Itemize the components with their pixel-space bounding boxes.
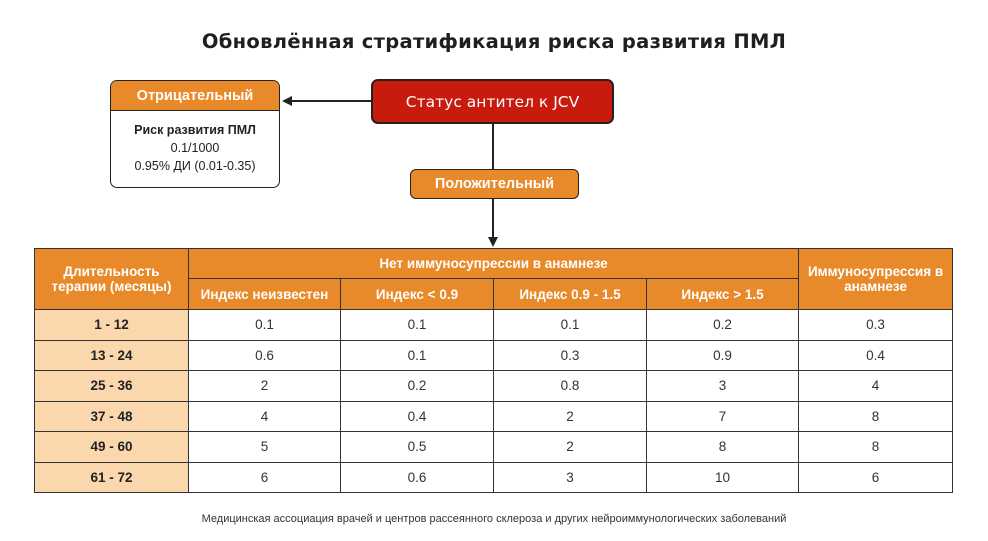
value-cell: 0.5 xyxy=(341,432,494,463)
value-cell: 2 xyxy=(494,401,647,432)
negative-ci: 0.95% ДИ (0.01-0.35) xyxy=(134,159,256,173)
jcv-status-box: Статус антител к JCV xyxy=(371,79,614,124)
value-cell: 0.1 xyxy=(189,310,341,341)
value-cell: 8 xyxy=(647,432,799,463)
positive-result-box: Положительный xyxy=(410,169,579,199)
value-cell: 6 xyxy=(189,462,341,493)
value-cell: 0.4 xyxy=(799,340,953,371)
value-cell: 3 xyxy=(647,371,799,402)
table-row xyxy=(35,340,953,371)
period-cell: 25 - 36 xyxy=(35,371,189,402)
value-cell: 8 xyxy=(799,432,953,463)
table-row xyxy=(35,462,953,493)
table-row xyxy=(35,432,953,463)
value-cell: 0.1 xyxy=(341,310,494,341)
period-cell: 61 - 72 xyxy=(35,462,189,493)
page-title: Обновлённая стратификация риска развития ПМЛ xyxy=(201,30,787,53)
table-row xyxy=(35,401,953,432)
footer-source: Медицинская ассоциация врачей и центров рассеянного склероза и других нейроиммунологических заболеваний xyxy=(201,513,787,525)
value-cell: 3 xyxy=(494,462,647,493)
value-cell: 0.9 xyxy=(647,340,799,371)
period-cell: 1 - 12 xyxy=(35,310,189,341)
risk-table xyxy=(34,248,953,493)
header-period: Длительность терапии (месяцы) xyxy=(35,249,189,310)
period-cell: 37 - 48 xyxy=(35,401,189,432)
negative-result-box xyxy=(110,80,280,188)
value-cell: 0.3 xyxy=(799,310,953,341)
value-cell: 0.8 xyxy=(494,371,647,402)
value-cell: 10 xyxy=(647,462,799,493)
value-cell: 2 xyxy=(494,432,647,463)
value-cell: 0.4 xyxy=(341,401,494,432)
header-no-immunosuppression: Нет иммуносупрессии в анамнезе xyxy=(189,249,799,279)
period-cell: 13 - 24 xyxy=(35,340,189,371)
value-cell: 0.1 xyxy=(494,310,647,341)
subheader-index-0.9-1.5: Индекс 0.9 - 1.5 xyxy=(494,279,647,310)
value-cell: 7 xyxy=(647,401,799,432)
negative-body xyxy=(111,111,279,175)
negative-header: Отрицательный xyxy=(111,81,279,111)
value-cell: 0.1 xyxy=(341,340,494,371)
value-cell: 4 xyxy=(189,401,341,432)
value-cell: 4 xyxy=(799,371,953,402)
value-cell: 0.3 xyxy=(494,340,647,371)
value-cell: 5 xyxy=(189,432,341,463)
value-cell: 0.6 xyxy=(341,462,494,493)
value-cell: 2 xyxy=(189,371,341,402)
negative-risk-value: 0.1/1000 xyxy=(170,141,220,155)
value-cell: 8 xyxy=(799,401,953,432)
value-cell: 6 xyxy=(799,462,953,493)
table-row xyxy=(35,310,953,341)
table-row xyxy=(35,371,953,402)
negative-risk-label: Риск развития ПМЛ xyxy=(134,123,256,137)
subheader-index-lt-0.9: Индекс < 0.9 xyxy=(341,279,494,310)
value-cell: 0.2 xyxy=(341,371,494,402)
header-immunosuppression: Иммуносупрессия в анамнезе xyxy=(799,249,953,310)
subheader-index-unknown: Индекс неизвестен xyxy=(189,279,341,310)
subheader-index-gt-1.5: Индекс > 1.5 xyxy=(647,279,799,310)
value-cell: 0.6 xyxy=(189,340,341,371)
period-cell: 49 - 60 xyxy=(35,432,189,463)
value-cell: 0.2 xyxy=(647,310,799,341)
